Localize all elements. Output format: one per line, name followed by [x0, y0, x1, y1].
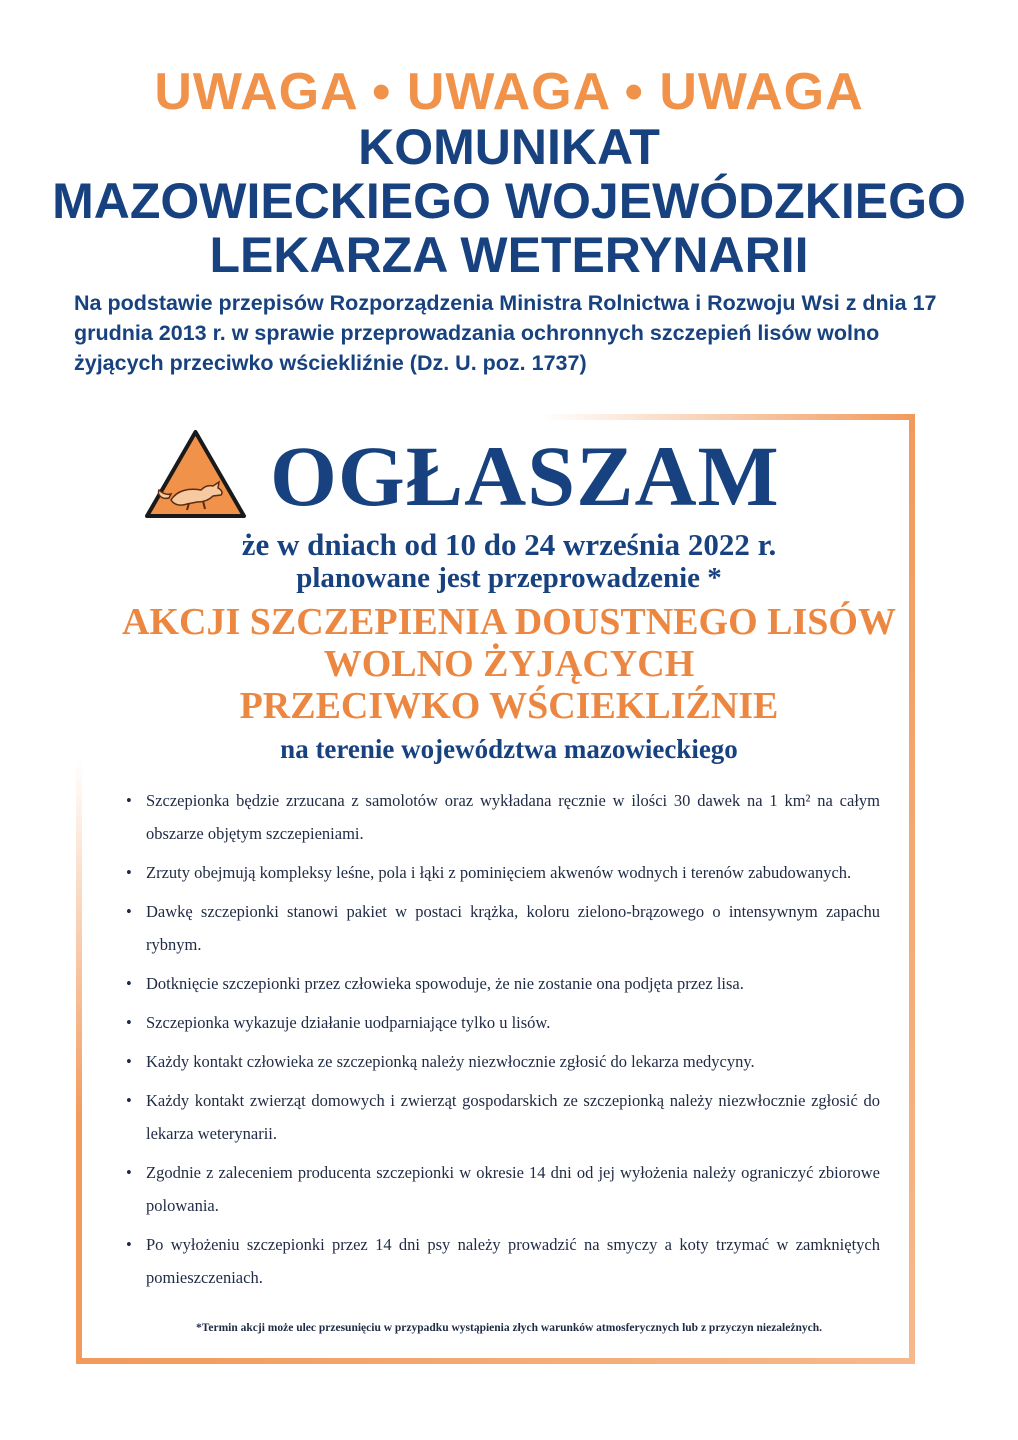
list-item: • Po wyłożeniu szczepionki przez 14 dni psy należy prowadzić na smyczy a koty trzymać w zamkniętych pomieszczeniach. — [120, 1228, 880, 1294]
date-line: że w dniach od 10 do 24 września 2022 r. — [241, 527, 777, 562]
list-item: • Szczepionka będzie zrzucana z samolotów oraz wykładana ręcznie w ilości 30 dawek na 1 km² na całym obszarze objętym szczepieniami. — [120, 784, 880, 850]
list-item: • Dotknięcie szczepionki przez człowieka spowoduje, że nie zostanie ona podjęta przez lisa. — [120, 967, 880, 1000]
list-item: • Każdy kontakt człowieka ze szczepionką należy niezwłocznie zgłosić do lekarza medycyny. — [120, 1045, 880, 1078]
list-item: • Dawkę szczepionki stanowi pakiet w postaci krążka, koloru zielono-brązowego o intensywnym zapachu rybnym. — [120, 895, 880, 961]
title-line-1: KOMUNIKAT — [358, 119, 660, 175]
fox-warning-triangle-icon — [143, 428, 248, 520]
planned-line: planowane jest przeprowadzenie * — [296, 562, 722, 594]
area-line: na terenie województwa mazowieckiego — [280, 734, 738, 764]
announcement-heading: OGŁASZAM — [270, 428, 780, 524]
frame-left-border — [76, 760, 82, 1364]
list-item: • Każdy kontakt zwierząt domowych i zwierząt gospodarskich ze szczepionką należy niezwłocznie zgłosić do lekarza weterynarii. — [120, 1084, 880, 1150]
action-line-3: PRZECIWKO WŚCIEKLIŹNIE — [239, 685, 779, 727]
action-line-1: AKCJI SZCZEPIENIA DOUSTNEGO LISÓW — [122, 601, 896, 643]
list-item: • Zrzuty obejmują kompleksy leśne, pola i łąki z pominięciem akwenów wodnych i terenów zabudowanych. — [120, 856, 880, 889]
frame-bottom-border — [76, 1358, 915, 1364]
title-line-2: MAZOWIECKIEGO WOJEWÓDZKIEGO — [52, 173, 966, 229]
footnote: *Termin akcji może ulec przesunięciu w przypadku wystąpienia złych warunków atmosferycznych lub z przyczyn niezależnych. — [196, 1322, 822, 1334]
list-item: • Zgodnie z zaleceniem producenta szczepionki w okresie 14 dni od jej wyłożenia należy ograniczyć zbiorowe polowania. — [120, 1156, 880, 1222]
title-line-3: LEKARZA WETERYNARII — [209, 227, 809, 283]
legal-basis: Na podstawie przepisów Rozporządzenia Ministra Rolnictwa i Rozwoju Wsi z dnia 17 grudnia 2013 r. w sprawie przeprowadzania ochronnych szczepień lisów wolno żyjących przeciwko wściekliźnie (Dz. U. poz. 1737) — [74, 291, 937, 375]
alert-banner: UWAGA • UWAGA • UWAGA — [154, 63, 864, 121]
action-line-2: WOLNO ŻYJĄCYCH — [323, 643, 695, 685]
frame-top-border — [540, 414, 915, 420]
rules-list — [120, 784, 880, 1300]
list-item: • Szczepionka wykazuje działanie uodparniające tylko u lisów. — [120, 1006, 880, 1039]
